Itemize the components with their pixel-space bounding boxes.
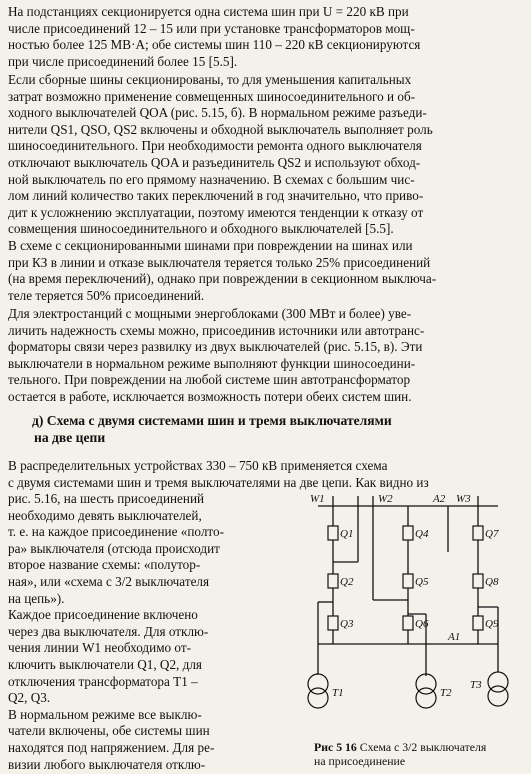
caption-prefix: Рис 5 16 <box>314 740 357 754</box>
text-line: выключатели в нормальном режиме выполняют функции шиносоедини- <box>8 355 416 371</box>
text-line: находятся под напряжением. Для ре- <box>8 739 215 755</box>
caption-text: Схема с 3/2 выключателя <box>359 740 487 754</box>
text-line: затрат возможно применение совмещенных шиносоединительного и об- <box>8 88 416 104</box>
breaker-q7 <box>473 526 483 540</box>
text-line: На подстанциях секционируется одна система шин при U = 220 кВ при <box>8 4 409 19</box>
label-q5: Q5 <box>415 576 429 588</box>
text-line: Если сборные шины секционированы, то для уменьшения капитальных <box>8 72 412 87</box>
circuit-diagram <box>298 492 528 764</box>
label-q6: Q6 <box>415 618 429 630</box>
text-line: совмещения шиносоединительного и обходного выключателей [5.5]. <box>8 221 394 237</box>
text-line: при числе присоединений более 15 [5.5]. <box>8 53 238 69</box>
text-line: тельного. При повреждении на любой системе шин автотрансформатор <box>8 372 411 388</box>
text-line: дит к усложнению эксплуатации, поэтому имеются тенденции к отказу от <box>8 204 424 220</box>
label-t2: T2 <box>440 687 452 699</box>
text-line: при КЗ в линии и отказе выключателя теряется только 25% присоединений <box>8 254 431 270</box>
text-line: ключить выключатели Q1, Q2, для <box>8 656 202 672</box>
label-w3: W3 <box>456 493 471 505</box>
text-line: лом линий количество таких переключений в год значительно, что приво- <box>8 188 424 204</box>
text-line: рис. 5.16, на шесть присоединений <box>8 491 205 506</box>
text-line: ра» выключателя (отсюда происходит <box>8 540 220 556</box>
breaker-q9 <box>473 616 483 630</box>
label-q2: Q2 <box>340 576 354 588</box>
text-line: числе присоединений 12 – 15 или при установке трансформаторов мощ- <box>8 20 415 36</box>
breaker-q5 <box>403 574 413 588</box>
breaker-q6 <box>403 616 413 630</box>
text-line: т. е. на каждое присоединение «полто- <box>8 524 224 540</box>
section-heading <box>32 412 512 446</box>
label-a1: A1 <box>448 631 461 643</box>
transformer-t2 <box>416 674 436 708</box>
text-line: личить надежность схемы можно, присоединив источники или автотранс- <box>8 322 425 338</box>
text-line: Q2, Q3. <box>8 690 51 706</box>
paragraph-3 <box>8 238 524 304</box>
label-w1: W1 <box>310 493 325 505</box>
label-a2: A2 <box>433 493 446 505</box>
text-line: остается в работе, исключается возможность потери обеих систем шин. <box>8 388 412 404</box>
text-line: ностью более 125 МВ·А; обе системы шин 110 – 220 кВ секционируются <box>8 37 421 53</box>
figure-caption <box>314 740 530 768</box>
label-q8: Q8 <box>485 576 499 588</box>
text-line: ходного выключателей QOA (рис. 5.15, б). В нормальном режиме разъеди- <box>8 105 427 121</box>
heading-line: на две цепи <box>34 430 106 445</box>
heading-line: д) Схема с двумя системами шин и тремя выключателями <box>32 413 392 428</box>
text-line: Для электростанций с мощными энергоблоками (300 МВт и более) уве- <box>8 306 412 321</box>
label-q7: Q7 <box>485 528 499 540</box>
label-q4: Q4 <box>415 528 429 540</box>
paragraph-1 <box>8 4 524 70</box>
text-line: чения линии W1 необходимо от- <box>8 640 192 656</box>
text-line: шиносоединительного. При необходимости ремонта одного выключателя <box>8 138 422 154</box>
text-line: необходимо девять выключателей, <box>8 507 202 523</box>
breaker-q2 <box>328 574 338 588</box>
breaker-q1 <box>328 526 338 540</box>
caption-line <box>314 740 530 754</box>
intro-paragraph <box>8 458 524 491</box>
label-q1: Q1 <box>340 528 354 540</box>
text-line: форматоры связи через развилку из двух выключателей (рис. 5.15, в). Эти <box>8 339 423 355</box>
text-line: Каждое присоединение включено <box>8 607 198 623</box>
paragraph-4 <box>8 306 524 406</box>
transformer-t3 <box>488 672 508 706</box>
text-line: второе название схемы: «полутор- <box>8 557 201 573</box>
breaker-q4 <box>403 526 413 540</box>
paragraph-2 <box>8 72 524 238</box>
left-column-text <box>8 491 298 773</box>
text-line: чатели включены, обе системы шин <box>8 723 210 739</box>
caption-line-2: на присоединение <box>314 754 406 768</box>
text-line: отключения трансформатора T1 – <box>8 673 198 689</box>
text-line: отключают выключатель QOA и разъединитель QS2 и используют обход- <box>8 154 421 170</box>
label-q9: Q9 <box>485 618 499 630</box>
text-line: ная», или «схема с 3/2 выключателя <box>8 573 210 589</box>
label-t1: T1 <box>332 687 344 699</box>
text-line: через два выключателя. Для отклю- <box>8 623 209 639</box>
label-t3: T3 <box>470 679 482 691</box>
text-line: визии любого выключателя отклю- <box>8 756 206 772</box>
text-line: на цепь»). <box>8 590 65 606</box>
text-line: (на время переключений), однако при повреждении в секционном выключа- <box>8 271 437 287</box>
label-w2: W2 <box>378 493 393 505</box>
text-line: В схеме с секционированными шинами при повреждении на шинах или <box>8 238 413 253</box>
text-line: с двумя системами шин и тремя выключателями на две цепи. Как видно из <box>8 474 429 490</box>
text-line: В нормальном режиме все выклю- <box>8 706 202 722</box>
text-line: ной выключатель по его прямому назначению. В схемах с большим чис- <box>8 171 415 187</box>
label-q3: Q3 <box>340 618 354 630</box>
text-line: нители QS1, QSO, QS2 включены и обходной выключатель выполняет роль <box>8 121 433 137</box>
transformer-t1 <box>308 674 328 708</box>
breaker-q3 <box>328 616 338 630</box>
text-line: В распределительных устройствах 330 – 750 кВ применяется схема <box>8 458 388 473</box>
breaker-q8 <box>473 574 483 588</box>
text-line: теле теряется 50% присоединений. <box>8 287 205 303</box>
